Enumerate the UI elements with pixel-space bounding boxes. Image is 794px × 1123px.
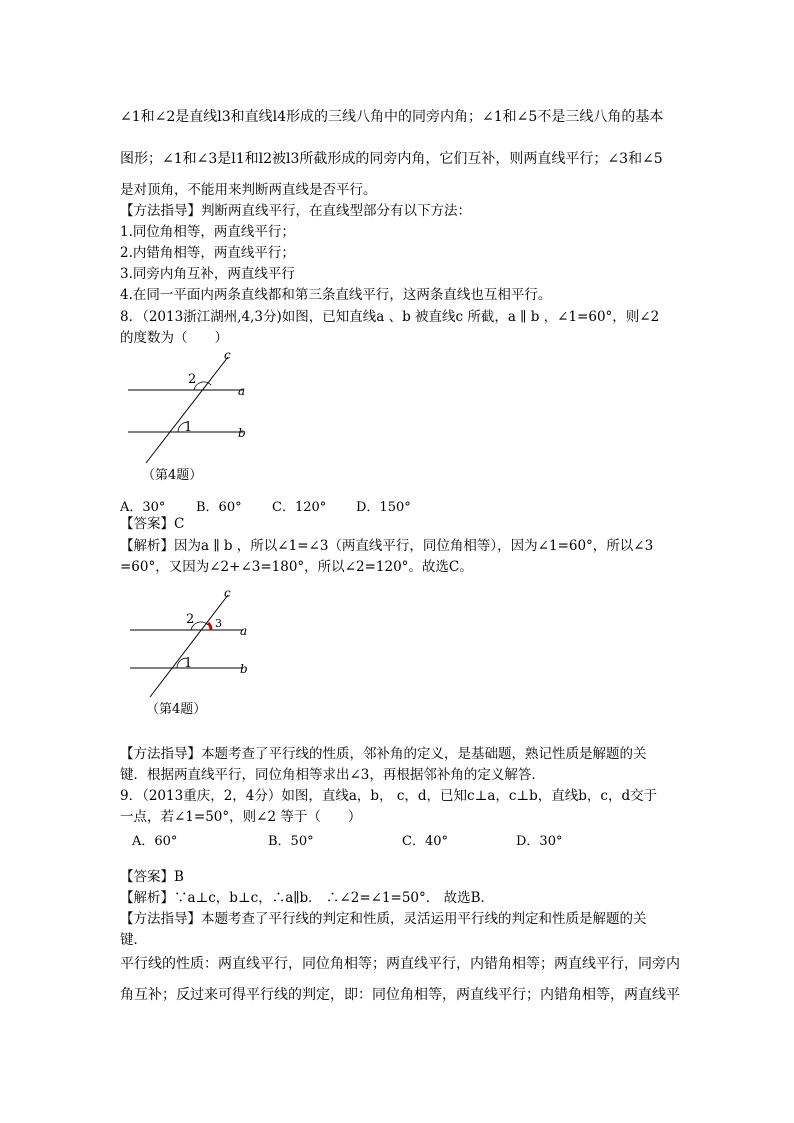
label-angle-2: 2 [188, 372, 197, 387]
answer-8: 【答案】C [120, 516, 185, 532]
method-heading: 【方法指导】判断两直线平行，在直线型部分有以下方法： [120, 203, 471, 219]
label-a: a [240, 624, 248, 638]
label-c: c [224, 586, 231, 600]
label-a: a [238, 384, 246, 398]
method-8: 键．根据两直线平行，同位角相等求出∠3，再根据邻补角的定义解答． [120, 767, 545, 783]
label-angle-3: 3 [215, 617, 222, 630]
line-c [150, 595, 228, 697]
figure-caption: （第4题） [142, 468, 203, 483]
option-b: B．60° [196, 500, 242, 515]
label-angle-1: 1 [184, 420, 193, 435]
option-d: D．150° [356, 500, 411, 515]
angle-3-arc [208, 623, 211, 630]
label-angle-2: 2 [186, 612, 195, 627]
question-9-stem: 一点，若∠1=50°，则∠2 等于（ ） [120, 809, 362, 825]
option-b: B．50° [268, 834, 314, 849]
option-c: C．120° [272, 500, 327, 515]
text-line: 是对顶角，不能用来判断两直线是否平行。 [120, 182, 377, 198]
label-b: b [238, 426, 246, 440]
option-c: C．40° [402, 834, 448, 849]
label-angle-1: 1 [184, 656, 193, 671]
question-8-stem: 的度数为（ ） [120, 330, 228, 346]
method-9: 键． [120, 932, 147, 948]
analysis-9: 【解析】∵a⊥c，b⊥c，∴a∥b． ∴∠2=∠1=50°． 故选B． [120, 890, 494, 906]
analysis-8: 【解析】因为a ∥ b ，所以∠1=∠3（两直线平行，同位角相等），因为∠1=60°，所以∠3 [120, 538, 654, 554]
text-line: 平行线的性质：两直线平行，同位角相等；两直线平行，内错角相等；两直线平行，同旁内 [120, 956, 680, 972]
question-9-stem: 9．（2013重庆，2，4分）如图，直线a，b， c，d，已知c⊥a，c⊥b，直线b，c，d交于 [120, 788, 658, 804]
figure-caption: （第4题） [146, 702, 207, 717]
method-8: 【方法指导】本题考查了平行线的性质，邻补角的定义，是基础题，熟记性质是解题的关 [120, 746, 647, 762]
text-line: ∠1和∠2是直线l3和直线l4形成的三线八角中的同旁内角；∠1和∠5不是三线八角的基本 [120, 109, 664, 125]
method-9: 【方法指导】本题考查了平行线的判定和性质，灵活运用平行线的判定和性质是解题的关 [120, 911, 647, 927]
text-line: 角互补；反过来可得平行线的判定，即：同位角相等，两直线平行；内错角相等，两直线平 [120, 987, 680, 1003]
label-b: b [240, 662, 248, 676]
figure-q8-solution [118, 585, 278, 725]
option-a: A．30° [120, 500, 166, 515]
method-item: 3.同旁内角互补，两直线平行 [120, 266, 295, 282]
analysis-8: =60°，又因为∠2+∠3=180°，所以∠2=120°。故选C。 [120, 559, 473, 575]
method-item: 1.同位角相等，两直线平行； [120, 224, 295, 240]
option-a: A．60° [132, 834, 178, 849]
question-8-stem: 8．（2013浙江湖州,4,3分)如图，已知直线a 、b 被直线c 所截，a ∥ b ，∠1=60°，则∠2 [120, 309, 660, 325]
angle-2-arc [194, 382, 211, 390]
method-item: 4.在同一平面内两条直线都和第三条直线平行，这两条直线也互相平行。 [120, 287, 552, 303]
figure-q8 [118, 345, 278, 485]
option-d: D．30° [516, 834, 563, 849]
answer-9: 【答案】B [120, 869, 184, 885]
line-c [146, 357, 228, 463]
label-c: c [224, 348, 231, 362]
text-line: 图形；∠1和∠3是l1和l2被l3所截形成的同旁内角，它们互补，则两直线平行；∠3和∠5 [120, 151, 663, 167]
method-item: 2.内错角相等，两直线平行； [120, 245, 295, 261]
